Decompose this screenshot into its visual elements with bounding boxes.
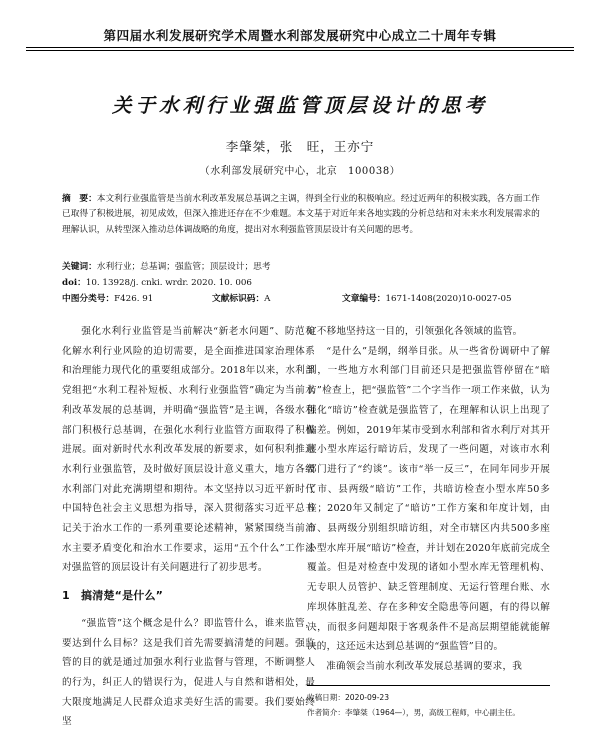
classification-row [62,292,548,307]
abstract-label: 摘 要： [62,194,97,204]
article-title: 关于水利行业强监管顶层设计的思考 [111,94,488,117]
footnote-received: 收稿日期：2020-09-23 [307,693,390,702]
clc-label: 中图分类号： [62,294,115,304]
body-paragraph: “是什么”是纲，纲举目张。从一些省份调研中了解到，一些地方水利部门目前还只是把强监管停留在“暗访”检查上，把“强监管”二个字当作一项工作来做，认为强化“暗访”检查就是强监管了，在理解和认识上出现了偏差。例如，2019年某市受到水利部和省水利厅对其开展小型水库运行暗访后，发现了一些问题，对该市水利部门进行了“约谈”。该市“举一反三”，在同年同步开展了市、县两级“暗访”工作，共暗访检查小型水库50多座；2020年又制定了“暗访”工作方案和年度计划，由市、县两级分别组织暗访组，对全市辖区内共500多座小型水库开展“暗访”检查，并计划在2020年底前完成全覆盖。但是对检查中发现的诸如小型水库无管理机构、无专职人员管护、缺乏管理制度、无运行管理台账、水库坝体脏乱差、存在多种安全隐患等问题，有的得以解决，而很多问题却限于客观条件不是高层期望能就能解决的，这还远未达到总基调的“强监管”目的。 [307,345,550,653]
article-no-label: 文章编号： [342,294,386,304]
clc-value: F426. 91 [114,294,154,304]
article-authors: 李肇桀，张 旺，王亦宁 [225,139,375,154]
doi [62,276,548,291]
doi-value: 10. 13928/j. cnki. wrdr. 2020. 10. 006 [85,278,252,288]
body-paragraph: 强化水利行业监管是当前解决“新老水问题”、防范和化解水利行业风险的迫切需要，是全面推进国家治理体系和治理能力现代化的重要组成部分。2018年以来，水利部党组把“水利工程补短板、水利行业强监管”确定为当前水利改革发展的总基调，并明确“强监管”是主调，各级水利部门积极行总基调，在强化水利行业监管方面取得了积极进展。面对新时代水利改革发展的新要求，如何积利推进水利行业强监管，及时做好顶层设计意义重大，地方各级水利部门对此充满期望和期待。本文坚持以习近平新时代中国特色社会主义思想为指导，深入贯彻落实习近平总书记关于治水工作的一系列重要论述精神，紧紧围绕当前治水主要矛盾变化和治水工作要求，运用“五个什么”工作法对强监管的顶层设计有关问题进行了初步思考。 [62,326,315,574]
keywords-label: 关键词： [62,262,97,272]
body-paragraph: 准确领会当前水利改革发展总基调的要求，我 [326,660,523,672]
footnote [307,685,550,720]
doc-code-label: 文献标识码： [212,294,265,304]
left-column [62,322,315,732]
section-heading: 1 搞清楚“是什么” [62,589,164,603]
body-paragraph: “强监管”这个概念是什么？即监管什么，谁来监管，要达到什么目标？这是我们首先需要搞清楚的问题。强监管的目的就是通过加强水利行业监督与管理，不断调整人的行为，纠正人的错误行为，促进人与自然和谐相处，最大限度地满足人民群众追求美好生活的需要。我们要始终坚 [62,617,315,728]
keywords [62,260,548,275]
abstract-text: 本文利行业强监管是当前水利改革发展总基调之主调，得到全行业的积极响应。经过近两年的积极实践，各方面工作已取得了积极进展，初见成效，但深入推进还存在不少难题。本文基于对近年来各地实践的分析总结和对未来水利发展需求的理解认识，从转型深入推动总体调战略的角度，提出对水利强监管顶层设计有关问题的思考。 [62,194,540,235]
keywords-text: 水利行业；总基调；强监管；顶层设计；思考 [96,262,271,272]
article-affiliation: （水利部发展研究中心，北京 100038） [199,166,401,177]
body-paragraph: 定不移地坚持这一目的，引领强化各领域的监管。 [307,326,523,337]
abstract [62,192,548,238]
running-head: 第四届水利发展研究学术周暨水利部发展研究中心成立二十周年专辑 [26,26,574,48]
article-no-value: 1671-1408(2020)10-0027-05 [385,294,512,304]
doi-label: doi： [62,278,86,288]
footnote-author: 作者简介：李肇桀（1964—），男，高级工程师，中心副主任。 [307,708,520,717]
right-column [307,322,550,677]
doc-code-value: A [264,294,271,304]
